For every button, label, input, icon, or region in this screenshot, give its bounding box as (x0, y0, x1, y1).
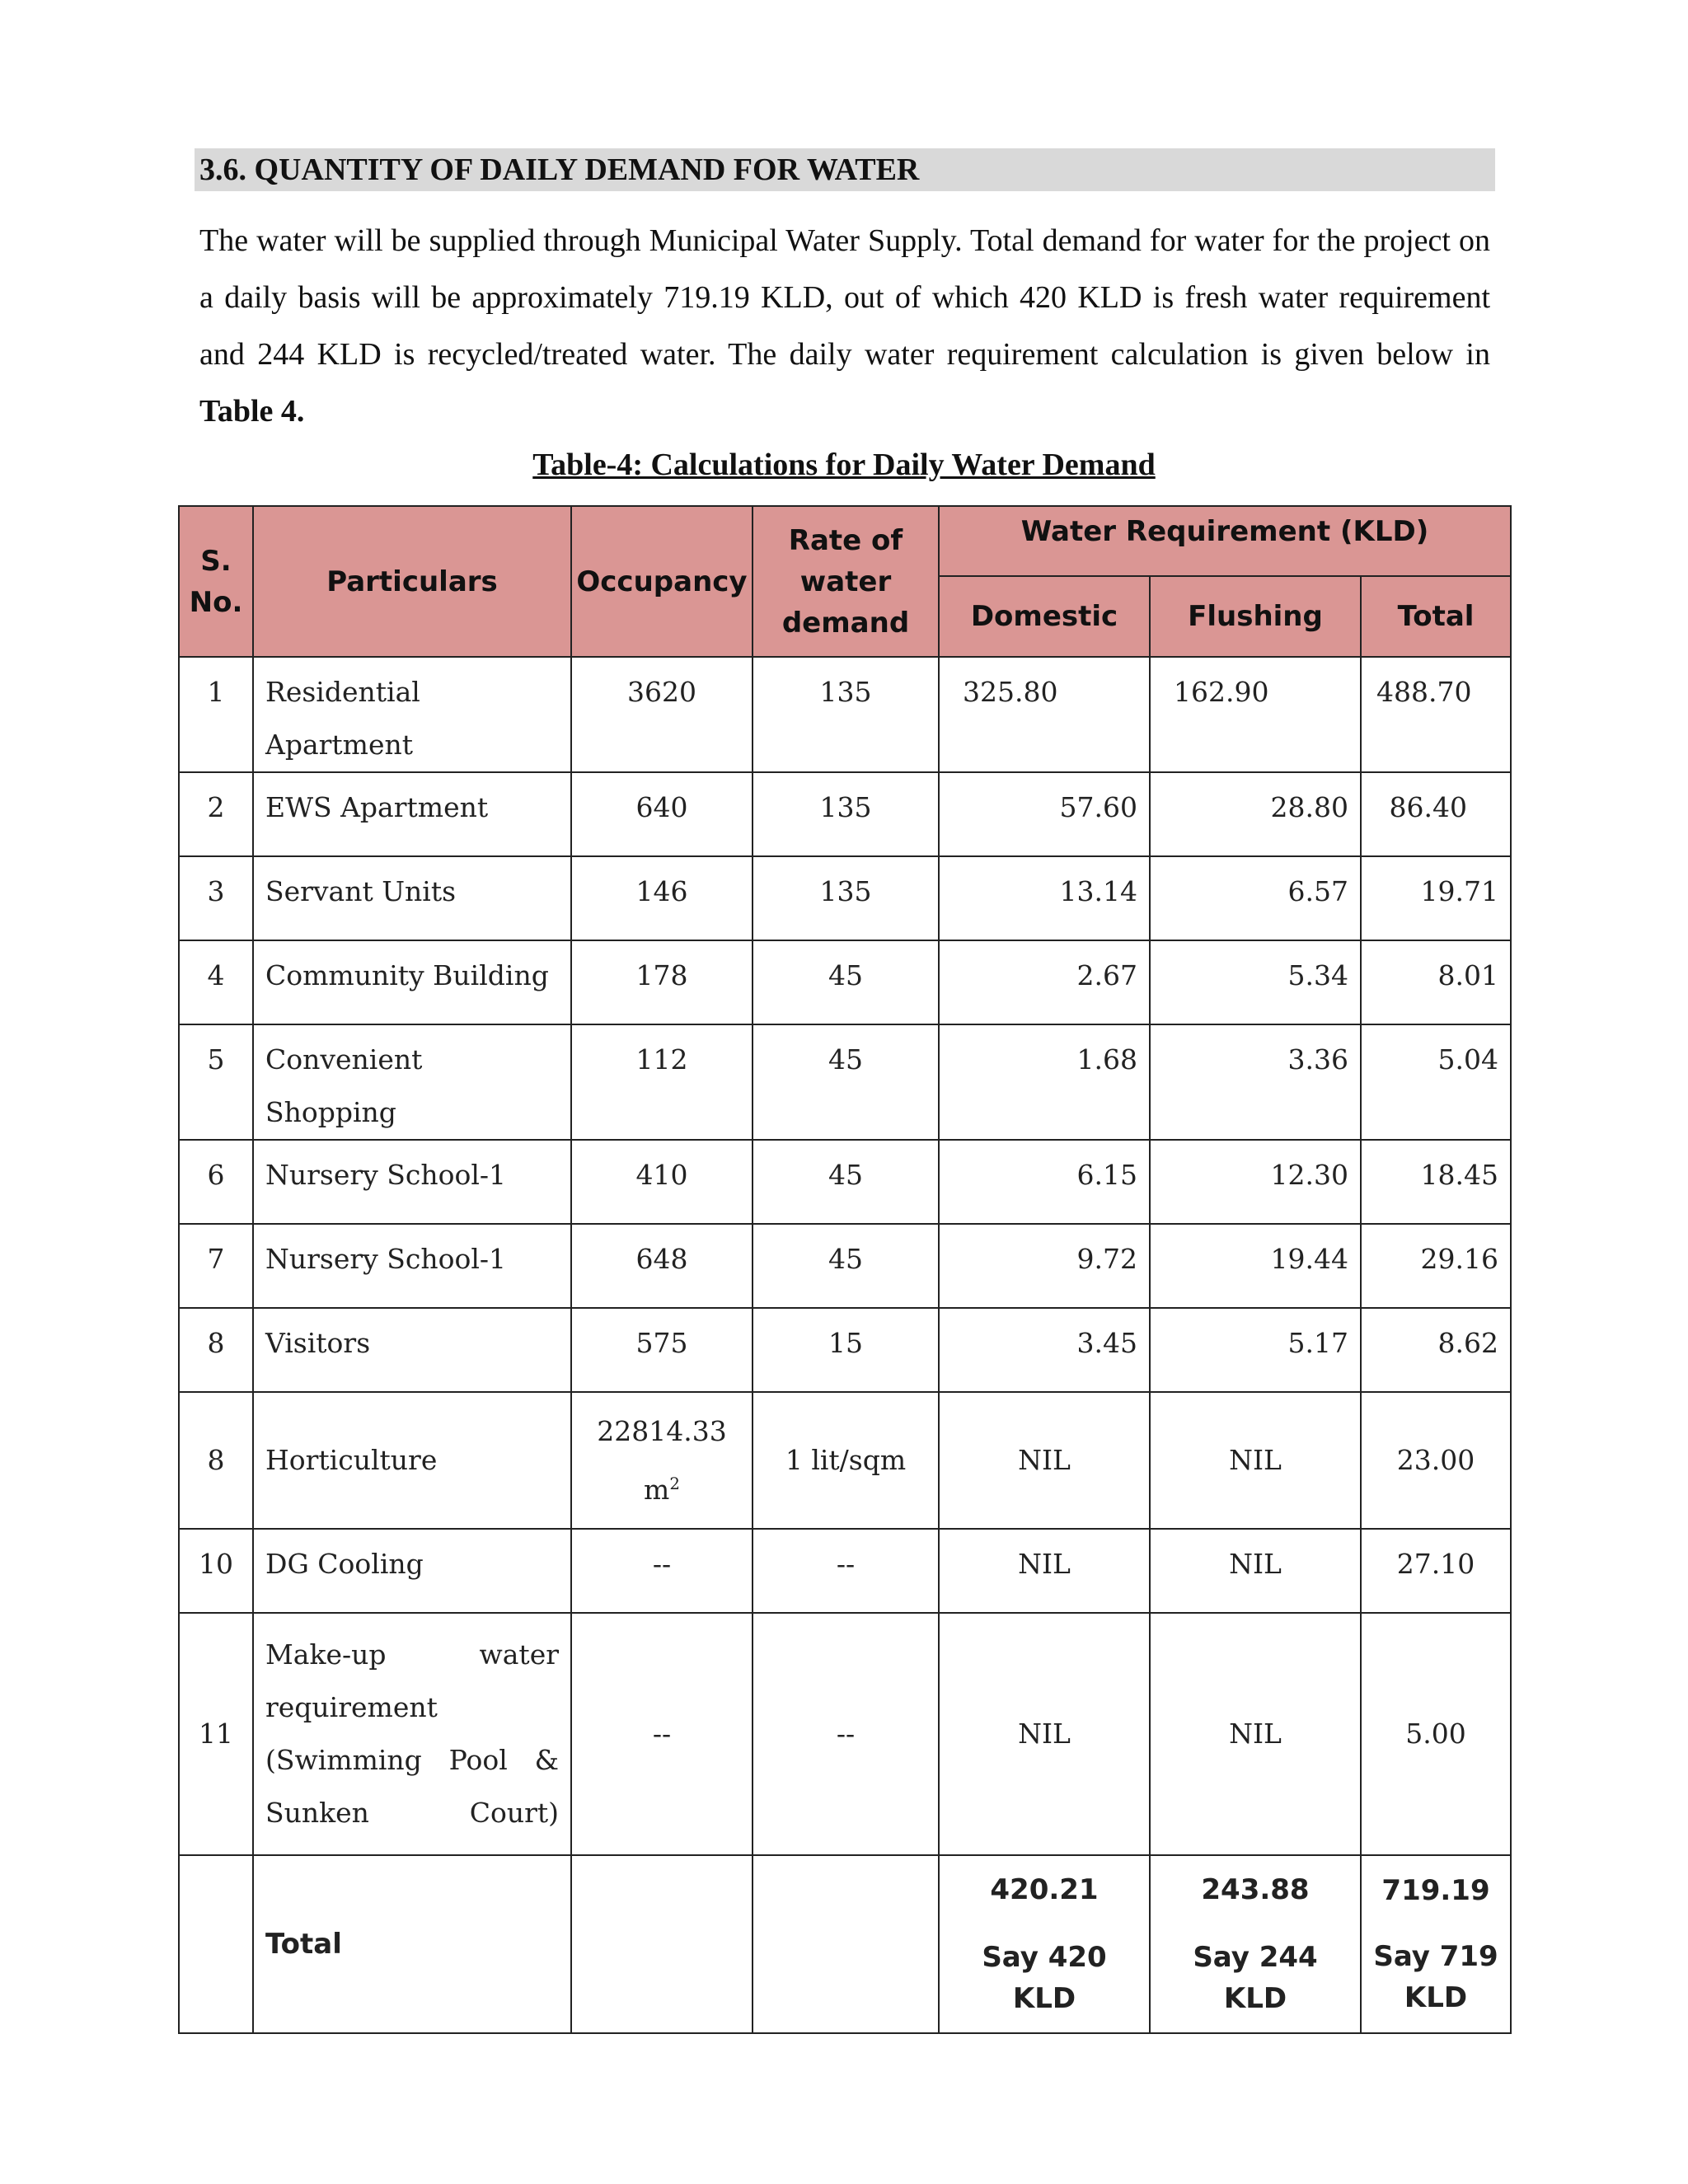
cell-occupancy: 146 (571, 856, 753, 940)
cell-sno: 4 (179, 940, 253, 1024)
cell-sno: 6 (179, 1140, 253, 1224)
total-domestic-say: Say 420 KLD (982, 1941, 1107, 2015)
cell-rate: 135 (753, 856, 939, 940)
cell-occupancy: 112 (571, 1024, 753, 1140)
table-title: Table-4: Calculations for Daily Water Demand (532, 448, 1156, 482)
cell-particulars: Visitors (253, 1308, 571, 1392)
cell-sno: 10 (179, 1529, 253, 1613)
occupancy-unit-exponent: 2 (669, 1474, 680, 1493)
cell-occupancy: 575 (571, 1308, 753, 1392)
cell-flushing: NIL (1150, 1613, 1361, 1855)
table-row (179, 657, 1511, 772)
cell-flushing: NIL (1150, 1392, 1361, 1529)
cell-sno: 1 (179, 657, 253, 772)
header-total: Total (1361, 576, 1511, 657)
cell-rate: 1 lit/sqm (753, 1392, 939, 1529)
total-total-value: 719.19 (1381, 1874, 1490, 1907)
cell-flushing: 19.44 (1150, 1224, 1361, 1308)
table-body (179, 657, 1511, 2033)
cell-sno: 8 (179, 1308, 253, 1392)
cell-particulars: Nursery School-1 (253, 1224, 571, 1308)
cell-rate: 135 (753, 772, 939, 856)
cell-domestic: 6.15 (939, 1140, 1150, 1224)
cell-domestic: NIL (939, 1392, 1150, 1529)
total-total (1361, 1855, 1511, 2033)
cell-occupancy: 3620 (571, 657, 753, 772)
cell-flushing: 162.90 (1150, 657, 1361, 772)
water-demand-table (178, 505, 1512, 2034)
cell-occupancy: -- (571, 1529, 753, 1613)
cell-particulars: Horticulture (253, 1392, 571, 1529)
cell-domestic: 57.60 (939, 772, 1150, 856)
table-row (179, 1613, 1511, 1855)
cell-particulars: DG Cooling (253, 1529, 571, 1613)
intro-paragraph (199, 213, 1490, 440)
cell-total: 5.04 (1361, 1024, 1511, 1140)
cell-flushing: 6.57 (1150, 856, 1361, 940)
cell-particulars: Community Building (253, 940, 571, 1024)
total-flushing-value: 243.88 (1201, 1873, 1310, 1906)
cell-domestic: NIL (939, 1529, 1150, 1613)
cell-rate: 45 (753, 940, 939, 1024)
cell-rate: -- (753, 1529, 939, 1613)
total-flushing (1150, 1855, 1361, 2033)
table-row (179, 940, 1511, 1024)
table-row (179, 1308, 1511, 1392)
cell-particulars: Residential Apartment (253, 657, 571, 772)
cell-domestic: 3.45 (939, 1308, 1150, 1392)
cell-domestic: 325.80 (939, 657, 1150, 772)
section-heading: 3.6. QUANTITY OF DAILY DEMAND FOR WATER (195, 148, 1495, 191)
cell-total: 488.70 (1361, 657, 1511, 772)
total-label: Total (253, 1855, 571, 2033)
cell-sno: 3 (179, 856, 253, 940)
total-domestic-value: 420.21 (990, 1873, 1099, 1906)
cell-domestic: 9.72 (939, 1224, 1150, 1308)
cell-sno: 2 (179, 772, 253, 856)
cell-total: 5.00 (1361, 1613, 1511, 1855)
table-row (179, 856, 1511, 940)
total-flushing-say: Say 244 KLD (1193, 1941, 1318, 2015)
header-sno: S. No. (179, 506, 253, 657)
cell-rate: 135 (753, 657, 939, 772)
cell-rate: 15 (753, 1308, 939, 1392)
occupancy-unit: m (644, 1473, 670, 1506)
cell-rate: 45 (753, 1024, 939, 1140)
table-row (179, 1529, 1511, 1613)
intro-text: The water will be supplied through Municipal Water Supply. Total demand for water for the project on a daily basis will be approximately 719.19 KLD, out of which 420 KLD is fresh water requirement and 244 KLD is recycled/treated water. The daily water requirement calculation is given below in (199, 223, 1490, 372)
cell-sno: 5 (179, 1024, 253, 1140)
cell-domestic: 13.14 (939, 856, 1150, 940)
cell-particulars: EWS Apartment (253, 772, 571, 856)
total-domestic (939, 1855, 1150, 2033)
cell-total: 18.45 (1361, 1140, 1511, 1224)
occupancy-value: 22814.33 (597, 1414, 727, 1447)
cell-total: 8.62 (1361, 1308, 1511, 1392)
cell-domestic: 2.67 (939, 940, 1150, 1024)
table-row (179, 1024, 1511, 1140)
header-water-requirement: Water Requirement (KLD) (939, 506, 1511, 576)
cell-sno: 7 (179, 1224, 253, 1308)
cell-occupancy: 410 (571, 1140, 753, 1224)
cell-occupancy: 648 (571, 1224, 753, 1308)
table-row (179, 1140, 1511, 1224)
table-row (179, 772, 1511, 856)
cell-flushing: 5.34 (1150, 940, 1361, 1024)
cell-flushing: NIL (1150, 1529, 1361, 1613)
header-rate: Rate of water demand (753, 506, 939, 657)
cell-domestic: NIL (939, 1613, 1150, 1855)
cell-occupancy: 640 (571, 772, 753, 856)
cell-rate: 45 (753, 1224, 939, 1308)
cell-rate: -- (753, 1613, 939, 1855)
cell-flushing: 5.17 (1150, 1308, 1361, 1392)
cell-sno: 11 (179, 1613, 253, 1855)
cell-rate (753, 1855, 939, 2033)
cell-particulars: Nursery School-1 (253, 1140, 571, 1224)
table-row (179, 1392, 1511, 1529)
cell-occupancy (571, 1855, 753, 2033)
cell-sno: 8 (179, 1392, 253, 1529)
table-row (179, 1224, 1511, 1308)
cell-particulars: Convenient Shopping (253, 1024, 571, 1140)
cell-total: 86.40 (1361, 772, 1511, 856)
header-occupancy: Occupancy (571, 506, 753, 657)
total-total-say: Say 719 KLD (1373, 1940, 1498, 2014)
table-reference: Table 4. (199, 394, 305, 429)
cell-occupancy: -- (571, 1613, 753, 1855)
cell-sno (179, 1855, 253, 2033)
header-particulars: Particulars (253, 506, 571, 657)
cell-flushing: 12.30 (1150, 1140, 1361, 1224)
cell-total: 27.10 (1361, 1529, 1511, 1613)
cell-total: 23.00 (1361, 1392, 1511, 1529)
header-domestic: Domestic (939, 576, 1150, 657)
cell-flushing: 28.80 (1150, 772, 1361, 856)
cell-rate: 45 (753, 1140, 939, 1224)
cell-total: 19.71 (1361, 856, 1511, 940)
total-row (179, 1855, 1511, 2033)
cell-domestic: 1.68 (939, 1024, 1150, 1140)
cell-total: 29.16 (1361, 1224, 1511, 1308)
cell-occupancy: 178 (571, 940, 753, 1024)
cell-total: 8.01 (1361, 940, 1511, 1024)
cell-flushing: 3.36 (1150, 1024, 1361, 1140)
header-flushing: Flushing (1150, 576, 1361, 657)
cell-occupancy (571, 1392, 753, 1529)
cell-particulars: Servant Units (253, 856, 571, 940)
cell-particulars: Make-up water requirement (Swimming Pool & Sunken Court) (253, 1613, 571, 1855)
